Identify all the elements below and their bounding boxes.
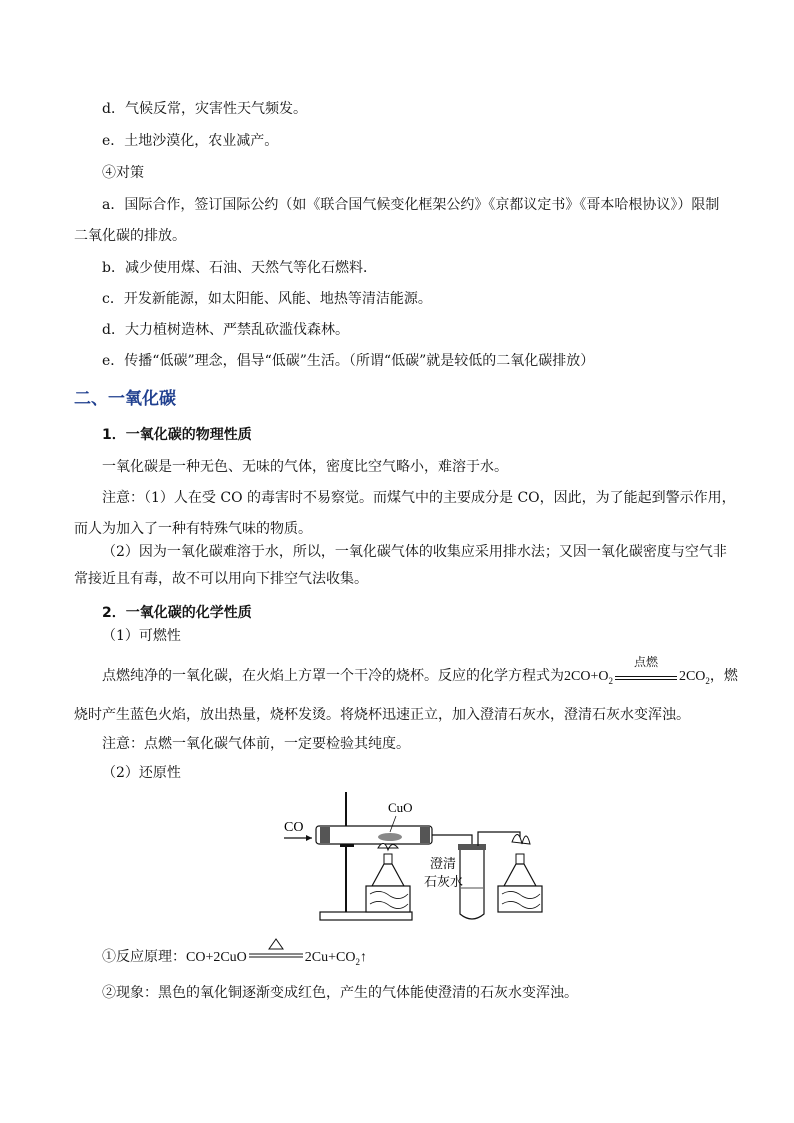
glass-tube: [316, 826, 432, 844]
test-tube: [460, 848, 484, 919]
principle-label: ①反应原理：: [102, 949, 186, 965]
note2-line2: 常接近且有毒，故不可以用向下排空气法收集。: [74, 571, 368, 587]
countermeasure-a-line1: a．国际合作，签订国际公约（如《联合国气候变化框架公约》《京都议定书》《哥本哈根协议》）限制: [102, 197, 720, 213]
section-title-co: 二、一氧化碳: [74, 389, 176, 409]
stand-base: [320, 912, 412, 920]
co-inlet-label: CO: [284, 820, 304, 835]
lamp-wick-2: [516, 854, 524, 864]
combustion-lhs: $2CO+O_2$: [564, 669, 613, 686]
combustion-rhs: $2CO_2$: [678, 669, 710, 686]
limewater-label-1: 澄清: [430, 857, 457, 872]
countermeasure-b: b．减少使用煤、石油、天然气等化石燃料．: [102, 260, 377, 276]
countermeasure-c: c．开发新能源，如太阳能、风能、地热等清洁能源。: [102, 291, 432, 307]
countermeasure-a-line2: 二氧化碳的排放。: [74, 228, 186, 244]
wooden-block-1: [366, 886, 410, 912]
combustion-note: 注意：点燃一氧化碳气体前，一定要检验其纯度。: [102, 736, 410, 752]
wooden-block-2: [498, 886, 542, 912]
test-tube-stopper: [458, 844, 486, 850]
note1-line1: 注意：（1）人在受 CO 的毒害时不易察觉。而煤气中的主要成分是 CO，因此，为了能起到警示作用，: [102, 490, 736, 506]
phenomenon-text: ②现象：黑色的氧化铜逐渐变成红色，产生的气体能使澄清的石灰水变浑浊。: [102, 985, 578, 1001]
climate-d: d．气候反常，灾害性天气频发。: [102, 101, 307, 117]
combustibility-title: （1）可燃性: [102, 628, 181, 644]
co-reduction-apparatus: [280, 788, 550, 928]
countermeasure-title: ④对策: [102, 165, 144, 181]
principle-rhs: $2Cu+CO_2↑$: [304, 950, 367, 967]
co-inlet-arrowhead: [306, 835, 312, 841]
note2-line1: （2）因为一氧化碳难溶于水，所以，一氧化碳气体的收集应采用排水法；又因一氧化碳密度与空气非: [102, 544, 727, 560]
heating-condition: [249, 947, 303, 967]
physical-props-text: 一氧化碳是一种无色、无味的气体，密度比空气略小，难溶于水。: [102, 459, 508, 475]
alcohol-lamp-2: [504, 864, 536, 886]
climate-e: e．土地沙漠化，农业减产。: [102, 133, 279, 149]
flame-2: [512, 834, 530, 844]
lamp-wick-1: [384, 854, 392, 864]
physical-props-title: 1．一氧化碳的物理性质: [102, 427, 252, 443]
alcohol-lamp-1: [372, 864, 404, 886]
tube-stopper-left: [320, 827, 330, 843]
combustion-text-post: ，燃: [709, 668, 738, 684]
note1-line2: 而人为加入了一种有特殊气味的物质。: [74, 521, 312, 537]
principle-lhs: CO+2CuO: [186, 950, 247, 965]
cuo-label: CuO: [388, 800, 413, 815]
combustion-text-pre: 点燃纯净的一氧化碳，在火焰上方罩一个干冷的烧杯。反应的化学方程式为: [102, 668, 564, 684]
countermeasure-d: d．大力植树造林、严禁乱砍滥伐森林。: [102, 322, 349, 338]
countermeasure-e: e．传播“低碳”理念，倡导“低碳”生活。（所谓“低碳”就是较低的二氧化碳排放）: [102, 353, 595, 369]
reducibility-title: （2）还原性: [102, 765, 181, 781]
chemical-props-title: 2．一氧化碳的化学性质: [102, 605, 252, 621]
ignition-condition: 点燃: [615, 666, 677, 686]
combustion-line2: 烧时产生蓝色火焰，放出热量，烧杯发烫。将烧杯迅速正立，加入澄清石灰水，澄清石灰水变浑浊。: [74, 707, 690, 723]
limewater-label-2: 石灰水: [424, 875, 464, 890]
combustion-equation-line: [102, 655, 738, 691]
reaction-principle-line: [102, 947, 367, 972]
cuo-powder: [378, 833, 402, 841]
tube-stopper-right: [420, 827, 430, 843]
